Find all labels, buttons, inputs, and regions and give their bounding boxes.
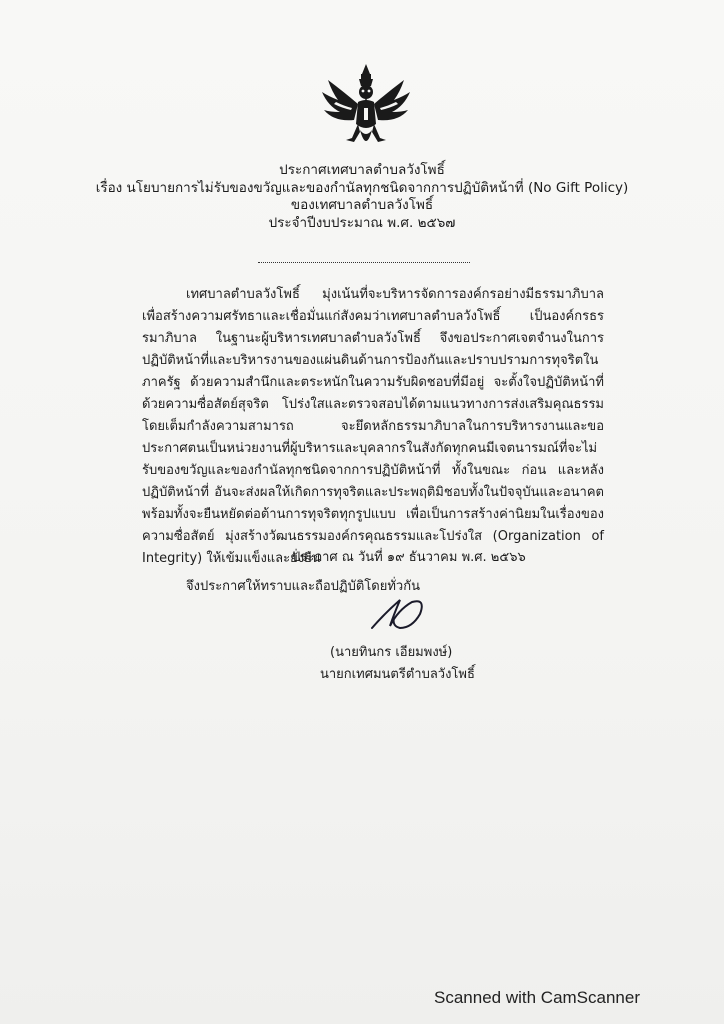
announcement-date: ประกาศ ณ วันที่ ๑๙ ธันวาคม พ.ศ. ๒๕๖๖ <box>292 550 526 565</box>
garuda-emblem-icon <box>318 62 414 154</box>
closing-line: จึงประกาศให้ทราบและถือปฏิบัติโดยทั่วกัน <box>186 579 420 594</box>
title-line: ประจำปีงบประมาณ พ.ศ. ๒๕๖๗ <box>268 214 456 231</box>
dotted-divider <box>258 262 470 263</box>
title-line: เรื่อง นโยบายการไม่รับของขวัญและของกำนัลทุกชนิดจากการปฏิบัติหน้าที่ (No Gift Policy) <box>95 179 629 196</box>
signature <box>364 592 432 634</box>
body-paragraph: เทศบาลตำบลวังโพธิ์ มุ่งเน้นที่จะบริหารจัดการองค์กรอย่างมีธรรมาภิบาล เพื่อสร้างความศรัทธาและเชื่อมั่นแก่สังคมว่าเทศบาลตำบลวังโพธิ์ เป็นองค์กรธรรมาภิบาล ในฐานะผู้บริหารเทศบาลตำบลวังโพธิ์ จึงขอประกาศเจตจำนงในการปฏิบัติหน้าที่และบริหารงานของแผ่นดินด้านการป้องกันและปราบปรามการทุจริตในภาครัฐ ด้วยความสำนึกและตระหนักในความรับผิดชอบที่มีอยู่ จะตั้งใจปฏิบัติหน้าที่ด้วยความซื่อสัตย์สุจริต โปร่งใสและตรวจสอบได้ตามแนวทางการส่งเสริมคุณธรรมโดยเต็มกำลังความสามารถ จะยึดหลักธรรมาภิบาลในการบริหารงานและขอประกาศตนเป็นหน่วยงานที่ผู้บริหารและบุคลากรในสังกัดทุกคนมีเจตนารมณ์ที่จะไม่รับของขวัญและของกำนัลทุกชนิดจากการปฏิบัติหน้าที่ ทั้งในขณะ ก่อน และหลังปฏิบัติหน้าที่ อันจะส่งผลให้เกิดการทุจริตและประพฤติมิชอบทั้งในปัจจุบันและอนาคต พร้อมทั้งจะยืนหยัดต่อต้านการทุจริตทุกรูปแบบ เพื่อเป็นการสร้างค่านิยมในเรื่องของความซื่อสัตย์ มุ่งสร้างวัฒนธรรมองค์กรคุณธรรมและโปร่งใส (Organization of Integrity) ให้เข้มแข็งและยั่งยืน <box>142 287 604 566</box>
scanner-watermark: Scanned with CamScanner <box>434 988 641 1007</box>
signer-name: (นายทินกร เอียมพงษ์) <box>330 645 453 660</box>
document-title <box>0 162 724 232</box>
title-line: ของเทศบาลตำบลวังโพธิ์ <box>290 197 434 213</box>
title-line: ประกาศเทศบาลตำบลวังโพธิ์ <box>279 162 445 178</box>
signer-title: นายกเทศมนตรีตำบลวังโพธิ์ <box>320 667 475 682</box>
